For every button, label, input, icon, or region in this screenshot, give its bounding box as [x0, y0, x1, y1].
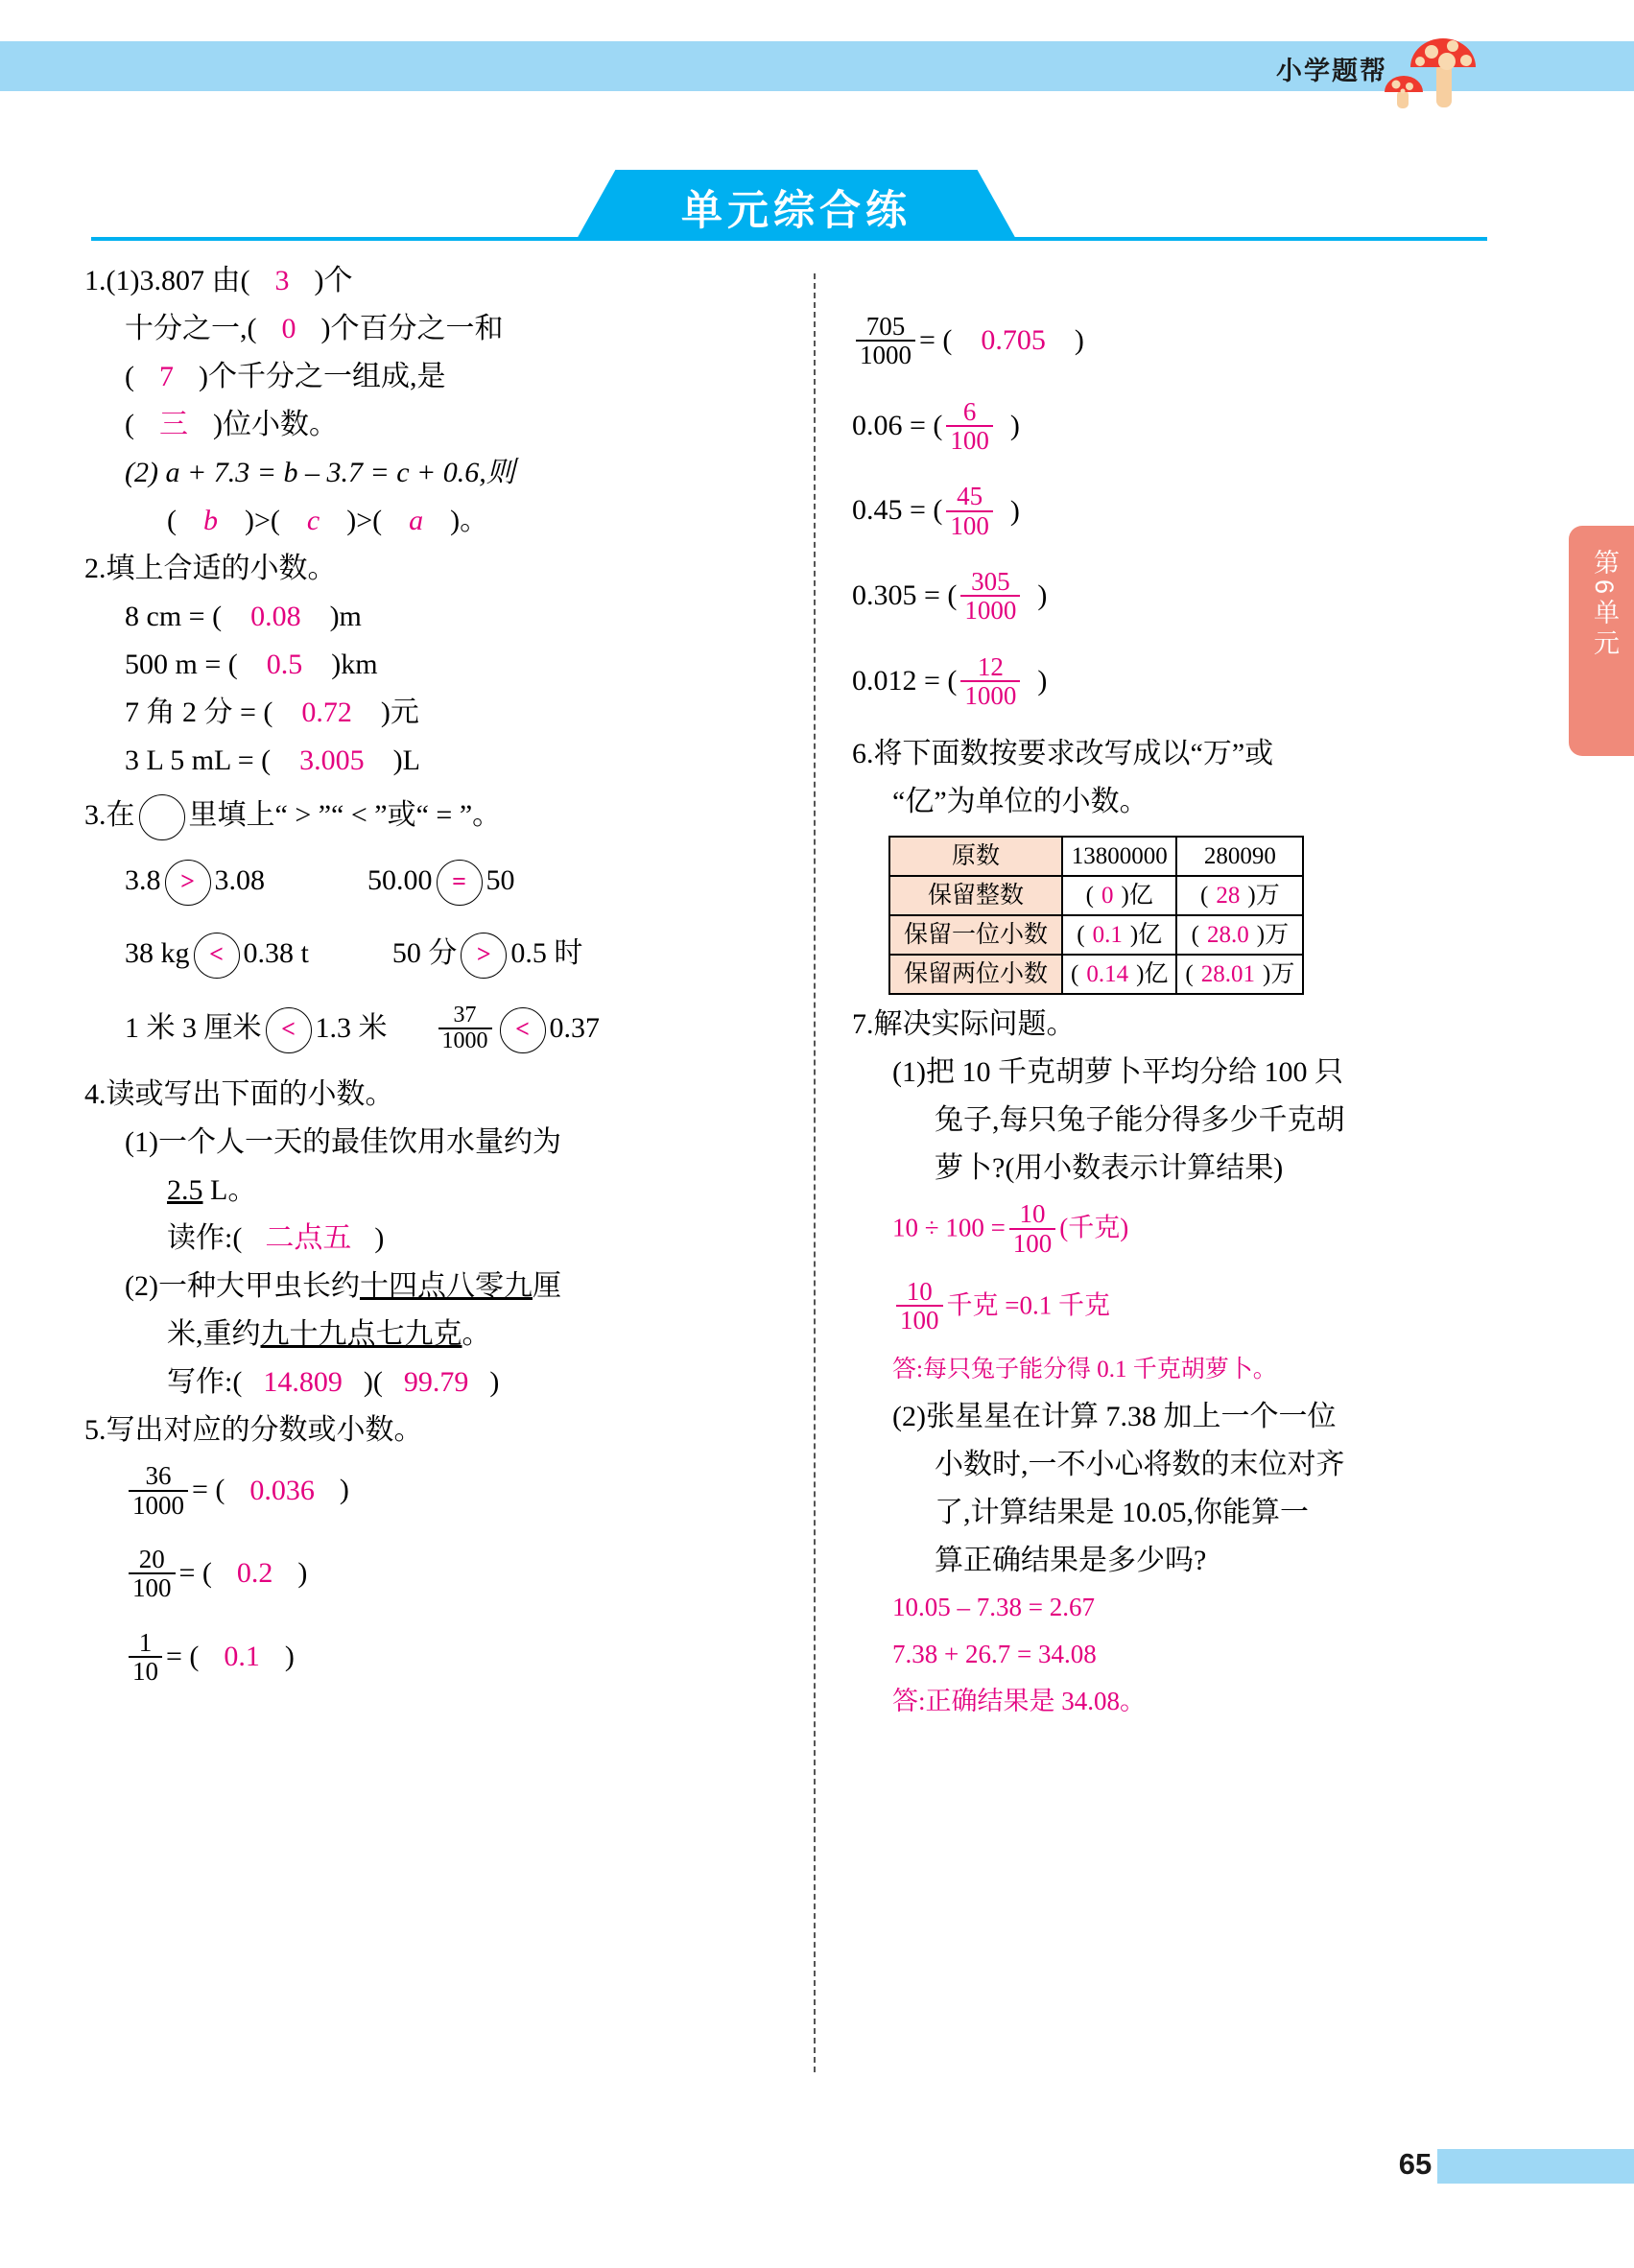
q5-number: 5.: [84, 1414, 107, 1447]
q4-read-close: ): [374, 1222, 385, 1255]
q4-p2-line2-pre: 米,重约: [167, 1318, 261, 1351]
left-column: [84, 267, 794, 1713]
q7-p2-line4: 算正确结果是多少吗?: [935, 1544, 1207, 1576]
q7-p2-work-1: 10.05 – 7.38 = 2.67: [892, 1592, 1095, 1621]
q6-row4-c2[interactable]: ( 28.01 )万: [1176, 955, 1303, 994]
page-number: 65: [1398, 2147, 1433, 2181]
q6-row3-c1[interactable]: ( 0.1 )亿: [1062, 915, 1176, 955]
q3-op-5[interactable]: <: [266, 1007, 312, 1053]
q6-row4-label: 保留两位小数: [889, 955, 1062, 994]
table-row: [889, 837, 1303, 876]
q2-blank-1[interactable]: 0.08: [250, 601, 301, 632]
q4-p1-line2-rest: L。: [202, 1174, 257, 1207]
q5r-blank-1[interactable]: 0.705: [981, 324, 1046, 357]
q6-row4-c1[interactable]: ( 0.14 )亿: [1062, 955, 1176, 994]
q6-row1-c1: 13800000: [1062, 837, 1176, 876]
q3-sample-circle: [139, 794, 185, 840]
q1-blank-3[interactable]: 0: [281, 313, 296, 344]
q5r-row4-close: ): [1037, 579, 1048, 612]
q1-line3-post: )个千分之一组成,是: [199, 361, 446, 392]
q7-p2-line1: (2)张星星在计算 7.38 加上一个一位: [892, 1400, 1337, 1432]
q4-p1-line1: (1)一个人一天的最佳饮用水量约为: [125, 1126, 561, 1159]
q5-row3-close: ): [284, 1640, 295, 1672]
q1-blank-c[interactable]: c: [306, 505, 320, 536]
q4-blank-write-1[interactable]: 14.809: [263, 1366, 343, 1399]
q7-p2-line2: 小数时,一不小心将数的末位对齐: [935, 1448, 1345, 1480]
q7-p1-line1: (1)把 10 千克胡萝卜平均分给 100 只: [892, 1056, 1343, 1089]
q1-line4-post: )位小数。: [213, 409, 338, 440]
q5r-row3-close: ): [1009, 494, 1020, 527]
q4-stem: 读或写出下面的小数。: [106, 1078, 394, 1111]
q5r-blank-5[interactable]: $\frac{12}{1000}$: [960, 653, 1020, 710]
q4-p2-underline-2: 九十九点七九克: [260, 1318, 462, 1351]
q3-r3-left: 1 米 3 厘米: [125, 1012, 262, 1045]
table-row: [889, 876, 1303, 915]
q2-row1-left: 8 cm = (: [125, 601, 223, 632]
q5r-blank-2[interactable]: $\frac{6}{100}$: [946, 398, 993, 455]
q1-p2-pre: (: [167, 505, 177, 536]
q4-p2-underline-1: 十四点八零九: [359, 1270, 533, 1303]
q2-row4-right: )L: [392, 744, 420, 776]
q3-r1-left: 3.8: [125, 863, 161, 896]
q1-blank-4[interactable]: 7: [159, 361, 174, 392]
q2-row3-left: 7 角 2 分 = (: [125, 697, 273, 728]
question-5-right: [852, 312, 1524, 711]
q5-fraction-1: $\frac{36}{1000}$: [129, 1462, 188, 1519]
q5r-row1-close: ): [1074, 324, 1084, 357]
q4-write-label: 写作:(: [167, 1366, 243, 1399]
q7-number: 7.: [852, 1008, 874, 1041]
q7-p1-line2: 兔子,每只兔子能分得多少千克胡: [935, 1104, 1345, 1137]
column-divider: [814, 273, 816, 2072]
q1-line1-post: )个: [314, 265, 353, 296]
q7-p2-line3: 了,计算结果是 10.05,你能算一: [935, 1496, 1309, 1528]
brand-label: 小学题帮: [1276, 57, 1387, 85]
q5r-row5-close: ): [1037, 664, 1048, 697]
q5-row1-mid: = (: [192, 1474, 225, 1506]
q3-op-3[interactable]: <: [194, 933, 240, 979]
q5r-row1-mid: = (: [919, 324, 953, 357]
q3-r2-left: 38 kg: [125, 936, 190, 969]
q2-row2-right: )km: [331, 649, 378, 680]
q2-blank-4[interactable]: 3.005: [299, 744, 365, 776]
q5-blank-1[interactable]: 0.036: [249, 1474, 315, 1506]
mushroom-icon: [1384, 17, 1518, 108]
q5r-row2-close: ): [1009, 409, 1020, 441]
q2-row4-left: 3 L 5 mL = (: [125, 744, 272, 776]
q3-op-6[interactable]: <: [500, 1007, 546, 1053]
q7-stem: 解决实际问题。: [873, 1008, 1076, 1041]
q1-number: 1.: [84, 265, 107, 296]
q5-row1-close: ): [339, 1474, 349, 1506]
q1-p2-mid2: )>(: [346, 505, 383, 536]
q7-p1-work-2: $\frac{10}{100}$ 千克 =0.1 千克: [852, 1280, 1524, 1336]
q3-r1b-left: 50.00: [367, 863, 433, 896]
q1-p2-post: )。: [450, 505, 489, 536]
q4-underlined-value: 2.5: [167, 1174, 203, 1207]
q6-stem-line2: “亿”为单位的小数。: [892, 786, 1149, 818]
q2-blank-3[interactable]: 0.72: [301, 697, 352, 728]
q6-table: [888, 836, 1304, 995]
question-7: [852, 1010, 1524, 1713]
q5-row3-mid: = (: [166, 1640, 200, 1672]
q1-line2-post: )个百分之一和: [320, 313, 504, 344]
q2-row1-right: )m: [329, 601, 362, 632]
q3-op-2[interactable]: =: [437, 860, 483, 906]
q4-blank-read[interactable]: 二点五: [265, 1222, 352, 1255]
q4-p2-line2-post: 。: [462, 1318, 491, 1351]
q3-stem-a: 在: [106, 798, 135, 831]
q3-r2b-left: 50 分: [391, 936, 458, 969]
q6-number: 6.: [852, 738, 874, 770]
q1-part2-equation: (2) a + 7.3 = b – 3.7 = c + 0.6,则: [125, 457, 515, 488]
q4-number: 4.: [84, 1078, 107, 1111]
q3-r1-right: 3.08: [214, 863, 265, 896]
q3-stem-b: 里填上“ > ”“ < ”或“ = ”。: [188, 798, 502, 831]
q1-line2-pre: 十分之一,(: [125, 313, 257, 344]
question-5: [84, 1416, 794, 1687]
q6-row1-c2: 280090: [1176, 837, 1303, 876]
q7-p2-work-2: 7.38 + 26.7 = 34.08: [892, 1639, 1097, 1668]
q5r-blank-4[interactable]: $\frac{305}{1000}$: [960, 568, 1020, 625]
q4-blank-write-2[interactable]: 99.79: [403, 1366, 469, 1399]
q2-stem: 填上合适的小数。: [106, 553, 337, 584]
q5-fraction-3: $\frac{1}{10}$: [129, 1629, 162, 1686]
q4-write-close: ): [489, 1366, 500, 1399]
q5r-row5-left: 0.012 = (: [852, 664, 958, 697]
q5r-row3-left: 0.45 = (: [852, 494, 943, 527]
q6-row3-c2[interactable]: ( 28.0 )万: [1176, 915, 1303, 955]
q1-line3-pre: (: [125, 361, 134, 392]
page-title: 单元综合练: [681, 188, 912, 234]
q6-row3-label: 保留一位小数: [889, 915, 1062, 955]
q5r-row2-left: 0.06 = (: [852, 409, 943, 441]
q7-p2-answer: 答:正确结果是 34.08。: [892, 1686, 1147, 1715]
q3-fraction: $\frac{37}{1000}$: [438, 1004, 492, 1053]
q7-p1-work-1: 10 ÷ 100 = $\frac{10}{100}$ (千克): [892, 1199, 1129, 1258]
unit-side-tab-label: 第6单元: [1590, 549, 1619, 661]
q5-stem: 写出对应的分数或小数。: [106, 1414, 423, 1447]
q5r-fraction-705: $\frac{705}{1000}$: [856, 313, 915, 369]
q3-op-4[interactable]: >: [461, 933, 507, 979]
q1-line4-pre: (: [125, 409, 134, 440]
q4-read-label: 读作:(: [167, 1222, 243, 1255]
right-column: [852, 267, 1524, 1736]
q1-line1-pre: (1)3.807 由(: [106, 265, 250, 296]
q6-row1-label: 原数: [889, 837, 1062, 876]
q6-row2-label: 保留整数: [889, 876, 1062, 915]
q3-number: 3.: [84, 798, 107, 831]
q3-r3b-right: 0.37: [549, 1012, 600, 1045]
question-6: [852, 740, 1524, 995]
q6-row2-c2[interactable]: ( 28 )万: [1176, 876, 1303, 915]
q7-p1-answer: 答:每只兔子能分得 0.1 千克胡萝卜。: [892, 1356, 1277, 1382]
q7-p1-line3: 萝卜?(用小数表示计算结果): [935, 1152, 1284, 1185]
q1-blank-b[interactable]: b: [203, 505, 218, 536]
q3-r2-right: 0.38 t: [243, 936, 309, 969]
q1-blank-a[interactable]: a: [409, 505, 424, 536]
q2-row2-left: 500 m = (: [125, 649, 238, 680]
question-2: [84, 555, 794, 775]
q5r-row4-left: 0.305 = (: [852, 579, 958, 612]
question-3: [84, 794, 794, 1055]
q5-blank-2[interactable]: 0.2: [236, 1557, 273, 1590]
q5-blank-3[interactable]: 0.1: [224, 1640, 260, 1672]
table-row: [889, 915, 1303, 955]
q3-r1b-right: 50: [485, 863, 515, 896]
question-1: [84, 267, 794, 535]
q1-p2-mid1: )>(: [245, 505, 280, 536]
q1-blank-1[interactable]: 3: [274, 265, 290, 296]
q5-fraction-2: $\frac{20}{100}$: [129, 1546, 176, 1602]
q3-r2b-right: 0.5 时: [510, 936, 583, 969]
q2-row3-right: )元: [380, 697, 419, 728]
q3-op-1[interactable]: >: [165, 860, 211, 906]
q1-blank-5[interactable]: 三: [159, 409, 188, 440]
page-bar: [1437, 2149, 1634, 2184]
q6-stem-line1: 将下面数按要求改写成以“万”或: [873, 738, 1274, 770]
question-4: [84, 1080, 794, 1397]
q2-number: 2.: [84, 553, 107, 584]
q4-p2-line1-post: 厘: [532, 1270, 561, 1303]
unit-side-tab[interactable]: [1569, 526, 1634, 756]
q5-row2-mid: = (: [178, 1557, 212, 1590]
q2-blank-2[interactable]: 0.5: [266, 649, 303, 680]
q6-row2-c1[interactable]: ( 0 )亿: [1062, 876, 1176, 915]
table-row: [889, 955, 1303, 994]
q3-r3-right: 1.3 米: [315, 1012, 388, 1045]
q4-write-mid: )(: [363, 1366, 383, 1399]
q5-row2-close: ): [297, 1557, 308, 1590]
q4-p2-line1-pre: (2)一种大甲虫长约: [125, 1270, 360, 1303]
q5r-blank-3[interactable]: $\frac{45}{100}$: [946, 483, 993, 539]
